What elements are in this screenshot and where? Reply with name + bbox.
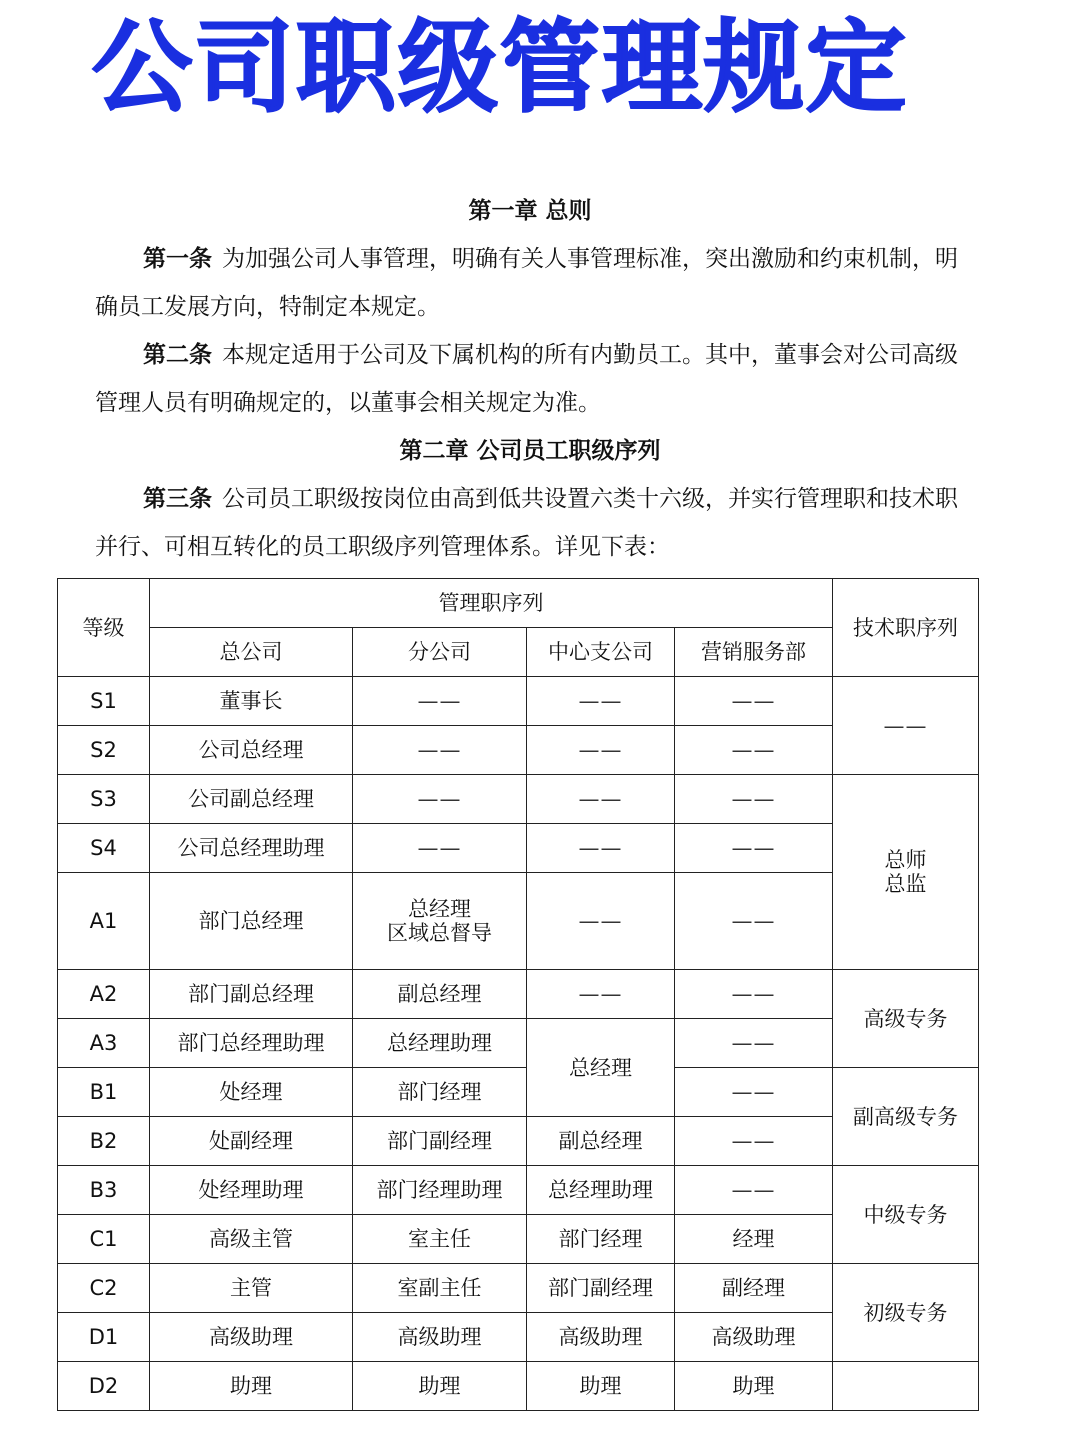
center-cell: 副总经理 — [527, 1117, 675, 1166]
sales-cell: 副经理 — [675, 1264, 833, 1313]
grade-cell: S4 — [58, 824, 150, 873]
center-cell: —— — [527, 775, 675, 824]
hq-cell: 公司总经理助理 — [150, 824, 353, 873]
table-row — [58, 1166, 979, 1215]
center-cell: 部门经理 — [527, 1215, 675, 1264]
sales-cell: —— — [675, 1068, 833, 1117]
hq-cell: 公司总经理 — [150, 726, 353, 775]
hq-cell: 高级助理 — [150, 1313, 353, 1362]
sales-cell: —— — [675, 775, 833, 824]
chapter1-section — [95, 187, 965, 571]
technical-cell: 中级专务 — [833, 1166, 979, 1264]
hq-cell: 部门总经理 — [150, 873, 353, 970]
article3 — [95, 475, 965, 571]
branch-cell: —— — [353, 726, 527, 775]
sales-cell: 经理 — [675, 1215, 833, 1264]
article1 — [95, 235, 965, 331]
branch-cell: —— — [353, 824, 527, 873]
hq-cell: 董事长 — [150, 677, 353, 726]
branch-cell: 助理 — [353, 1362, 527, 1411]
grade-cell: A3 — [58, 1019, 150, 1068]
branch-cell: —— — [353, 677, 527, 726]
branch-cell — [353, 873, 527, 970]
grade-cell: D1 — [58, 1313, 150, 1362]
header-management: 管理职序列 — [150, 579, 833, 628]
hq-cell: 公司副总经理 — [150, 775, 353, 824]
branch-cell: 总经理助理 — [353, 1019, 527, 1068]
article1-label: 第一条 — [143, 246, 212, 272]
branch-cell: 部门经理助理 — [353, 1166, 527, 1215]
branch-line: 总经理 — [408, 897, 471, 921]
header-hq: 总公司 — [150, 628, 353, 677]
branch-cell: 高级助理 — [353, 1313, 527, 1362]
article3-label: 第三条 — [143, 486, 212, 512]
hq-cell: 主管 — [150, 1264, 353, 1313]
header-technical: 技术职序列 — [833, 579, 979, 677]
hq-cell: 部门副总经理 — [150, 970, 353, 1019]
hq-cell: 处经理 — [150, 1068, 353, 1117]
center-cell: 高级助理 — [527, 1313, 675, 1362]
hq-cell: 高级主管 — [150, 1215, 353, 1264]
chapter2-heading: 第二章 公司员工职级序列 — [399, 438, 661, 464]
grade-cell: S1 — [58, 677, 150, 726]
center-cell: 总经理 — [527, 1019, 675, 1117]
sales-cell: —— — [675, 970, 833, 1019]
header-center: 中心支公司 — [527, 628, 675, 677]
branch-cell: —— — [353, 775, 527, 824]
table-row — [58, 775, 979, 824]
sales-cell: —— — [675, 873, 833, 970]
header-branch: 分公司 — [353, 628, 527, 677]
branch-cell: 副总经理 — [353, 970, 527, 1019]
center-cell: 总经理助理 — [527, 1166, 675, 1215]
center-cell: 部门副经理 — [527, 1264, 675, 1313]
technical-cell: 初级专务 — [833, 1264, 979, 1362]
center-cell: —— — [527, 824, 675, 873]
table-row — [58, 1264, 979, 1313]
article3-text: 公司员工职级按岗位由高到低共设置六类十六级，并实行管理职和技术职并行、可相互转化的员工职级序列管理体系。详见下表： — [95, 486, 958, 560]
header-sales: 营销服务部 — [675, 628, 833, 677]
technical-cell: 高级专务 — [833, 970, 979, 1068]
sales-cell: —— — [675, 677, 833, 726]
grade-cell: B1 — [58, 1068, 150, 1117]
sales-cell: 助理 — [675, 1362, 833, 1411]
branch-cell: 室主任 — [353, 1215, 527, 1264]
technical-cell: 副高级专务 — [833, 1068, 979, 1166]
branch-line: 区域总督导 — [387, 921, 492, 945]
technical-cell — [833, 1362, 979, 1411]
grade-cell: S3 — [58, 775, 150, 824]
sales-cell: —— — [675, 1117, 833, 1166]
center-cell: —— — [527, 726, 675, 775]
center-cell: —— — [527, 873, 675, 970]
document-title: 公司职级管理规定 — [92, 9, 908, 126]
grade-cell: A2 — [58, 970, 150, 1019]
grade-cell: S2 — [58, 726, 150, 775]
center-cell: 助理 — [527, 1362, 675, 1411]
table-row — [58, 1362, 979, 1411]
chapter1-heading: 第一章 总则 — [468, 198, 592, 224]
grade-cell: D2 — [58, 1362, 150, 1411]
technical-line: 总师 — [884, 848, 927, 872]
article1-text: 为加强公司人事管理，明确有关人事管理标准，突出激励和约束机制，明确员工发展方向，特制定本规定。 — [95, 246, 958, 320]
branch-cell: 部门经理 — [353, 1068, 527, 1117]
grade-cell: A1 — [58, 873, 150, 970]
table-row — [58, 970, 979, 1019]
technical-line: 总监 — [884, 872, 927, 896]
center-cell: —— — [527, 677, 675, 726]
table-row — [58, 677, 979, 726]
hq-cell: 处经理助理 — [150, 1166, 353, 1215]
branch-cell: 部门副经理 — [353, 1117, 527, 1166]
hq-cell: 助理 — [150, 1362, 353, 1411]
sales-cell: —— — [675, 1166, 833, 1215]
article2-text: 本规定适用于公司及下属机构的所有内勤员工。其中，董事会对公司高级管理人员有明确规定的，以董事会相关规定为准。 — [95, 342, 958, 416]
branch-cell: 室副主任 — [353, 1264, 527, 1313]
technical-cell — [833, 775, 979, 970]
sales-cell: —— — [675, 1019, 833, 1068]
grade-cell: C2 — [58, 1264, 150, 1313]
sales-cell: —— — [675, 726, 833, 775]
hq-cell: 处副经理 — [150, 1117, 353, 1166]
table-row — [58, 1068, 979, 1117]
sales-cell: —— — [675, 824, 833, 873]
grade-cell: C1 — [58, 1215, 150, 1264]
center-cell: —— — [527, 970, 675, 1019]
sales-cell: 高级助理 — [675, 1313, 833, 1362]
article2-label: 第二条 — [143, 342, 212, 368]
grade-cell: B2 — [58, 1117, 150, 1166]
hq-cell: 部门总经理助理 — [150, 1019, 353, 1068]
grade-cell: B3 — [58, 1166, 150, 1215]
table-header-row — [58, 579, 979, 628]
grade-table — [57, 578, 979, 1411]
header-grade: 等级 — [58, 579, 150, 677]
article2 — [95, 331, 965, 427]
technical-cell: —— — [833, 677, 979, 775]
